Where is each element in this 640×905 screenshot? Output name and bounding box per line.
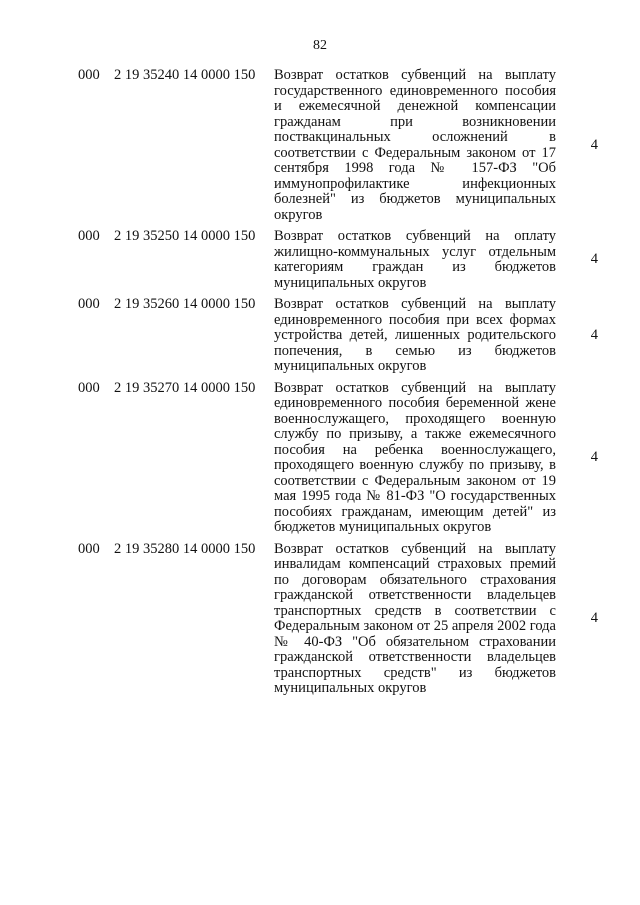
income-name-cell: Возврат остатков субвенций на выплату государственного единовременного пособия и ежемесячной денежной компенсации гражданам при возникновении поствакцинальных осложнений в соответствии с Федеральным законом от 17 сентября 1998 года № 157-ФЗ "Об иммунопрофилактике инфекционных болезней" из бюджетов муниципальных округов — [274, 67, 556, 223]
page-number: 82 — [313, 38, 327, 53]
norm-cell: 4 — [590, 136, 598, 153]
budget-code-cell: 2 19 35270 14 0000 150 — [114, 379, 256, 396]
admin-code-cell: 000 — [78, 540, 100, 557]
budget-code-cell: 2 19 35250 14 0000 150 — [114, 228, 256, 244]
admin-code-cell: 000 — [78, 379, 100, 396]
table-row — [78, 68, 598, 223]
income-name-cell: Возврат остатков субвенций на выплату инвалидам компенсаций страховых премий по договорам обязательного страхования гражданской ответственности владельцев транспортных средств в соответствии с Федеральным законом от 25 апреля 2002 года № 40-ФЗ "Об обязательном страховании гражданской ответственности владельцев транспортных средств" из бюджетов муниципальных округов — [274, 540, 556, 696]
norm-cell: 4 — [590, 251, 598, 268]
admin-code-cell: 000 — [78, 228, 100, 244]
income-name-cell: Возврат остатков субвенций на выплату единовременного пособия при всех формах устройства детей, лишенных родительского попечения, в семью из бюджетов муниципальных округов — [274, 296, 556, 374]
table-row — [78, 381, 598, 536]
norm-cell: 4 — [590, 610, 598, 627]
norm-cell: 4 — [590, 327, 598, 343]
table-row — [78, 297, 598, 375]
budget-codes-table — [78, 68, 598, 697]
norm-cell: 4 — [590, 449, 598, 466]
table-row — [78, 542, 598, 697]
admin-code-cell: 000 — [78, 67, 100, 83]
budget-code-cell: 2 19 35260 14 0000 150 — [114, 296, 256, 312]
table-row — [78, 229, 598, 291]
income-name-cell: Возврат остатков субвенций на оплату жилищно-коммунальных услуг отдельным категориям граждан из бюджетов муниципальных округов — [274, 228, 556, 291]
admin-code-cell: 000 — [78, 296, 100, 312]
income-name-cell: Возврат остатков субвенций на выплату единовременного пособия беременной жене военнослужащего, проходящего военную службу по призыву, а также ежемесячного пособия на ребенка военнослужащего, проходящего военную службу по призыву, в соответствии с Федеральным законом от 19 мая 1995 года № 81-ФЗ "О государственных пособиях гражданам, имеющим детей" из бюджетов муниципальных округов — [274, 379, 556, 535]
budget-code-cell: 2 19 35280 14 0000 150 — [114, 540, 256, 557]
budget-code-cell: 2 19 35240 14 0000 150 — [114, 67, 256, 83]
